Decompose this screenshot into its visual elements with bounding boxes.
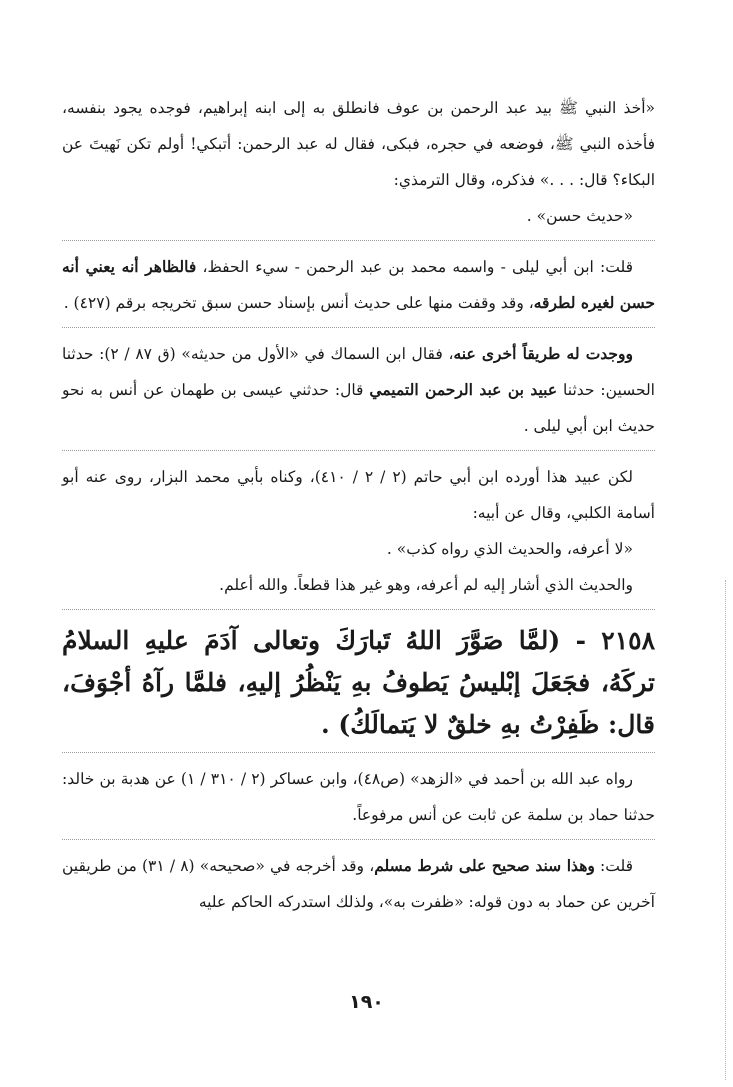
separator (62, 752, 655, 753)
paragraph-conclusion: والحديث الذي أشار إليه لم أعرفه، وهو غير هذا قطعاً. والله أعلم. (219, 576, 633, 594)
tirmidhi-grading-quote: «حديث حسن» . (526, 207, 633, 225)
paragraph-other-route: ووجدت له طريقاً أخرى عنه، فقال ابن السماك في «الأول من حديثه» (ق ٨٧ / ٢): حدثنا الحسين: حدثنا عبيد بن عبد الرحمن التميمي قال: حدثني عيسى بن طهمان عن أنس به نحو حديث ابن أبي ليلى . (62, 344, 655, 435)
abu-hatim-quote: «لا أعرفه، والحديث الذي رواه كذب» . (386, 540, 633, 558)
bold-authentication: وهذا سند صحيح على شرط مسلم (374, 856, 595, 875)
bold-ruling: فالظاهر أنه يعني أنه حسن لغيره لطرقه (62, 257, 655, 312)
paragraph-hadith-context: «أخذ النبي ﷺ بيد عبد الرحمن بن عوف فانطلق به إلى ابنه إبراهيم، فوجده يجود بنفسه، فأخذه النبي ﷺ، فوضعه في حجره، فبكى، فقال له عبد الرحمن: أتبكي! أولم تكن نَهيتَ عن البكاء؟ قال: . . .» فذكره، وقال الترمذي: (62, 99, 655, 189)
bold-intro: ووجدت له طريقاً أخرى عنه (453, 344, 633, 363)
hadith-2158-text: ٢١٥٨ - (لمَّا صَوَّرَ اللهُ تَبارَكَ وتعالى آدَمَ عليهِ السلامُ تركَهُ، فجَعَلَ إبْليسُ يَطوفُ بهِ يَنْظُرُ إليهِ، فلمَّا رآهُ أجْوَفَ، قال: ظَفِرْتُ بهِ خلقٌ لا يَتمالَكُ) . (62, 626, 655, 739)
page-number: ١٩٠ (349, 991, 384, 1013)
separator (62, 327, 655, 328)
separator (62, 450, 655, 451)
separator (62, 609, 655, 610)
scan-edge-line (725, 580, 726, 1080)
bold-narrator: عبيد بن عبد الرحمن التميمي (369, 380, 558, 399)
separator (62, 240, 655, 241)
paragraph-narrator-note: لكن عبيد هذا أورده ابن أبي حاتم (٢ / ٢ / ٤١٠)، وكناه بأبي محمد البزار، روى عنه أبو أسامة الكلبي، وقال عن أبيه: (62, 468, 655, 522)
paragraph-author-comment: قلت: ابن أبي ليلى - واسمه محمد بن عبد الرحمن - سيء الحفظ، فالظاهر أنه يعني أنه حسن لغيره لطرقه، وقد وقفت منها على حديث أنس بإسناد حسن سبق تخريجه برقم (٤٢٧) . (62, 257, 655, 312)
book-page (62, 90, 655, 920)
separator (62, 839, 655, 840)
paragraph-takhrij: رواه عبد الله بن أحمد في «الزهد» (ص٤٨)، وابن عساكر (٢ / ٣١٠ / ١) عن هدبة بن خالد: حدثنا حماد بن سلمة عن ثابت عن أنس مرفوعاً. (62, 770, 655, 824)
paragraph-authentication: قلت: وهذا سند صحيح على شرط مسلم، وقد أخرجه في «صحيحه» (٨ / ٣١) من طريقين آخرين عن حماد به دون قوله: «ظفرت به»، ولذلك استدركه الحاكم عليه (62, 856, 655, 911)
